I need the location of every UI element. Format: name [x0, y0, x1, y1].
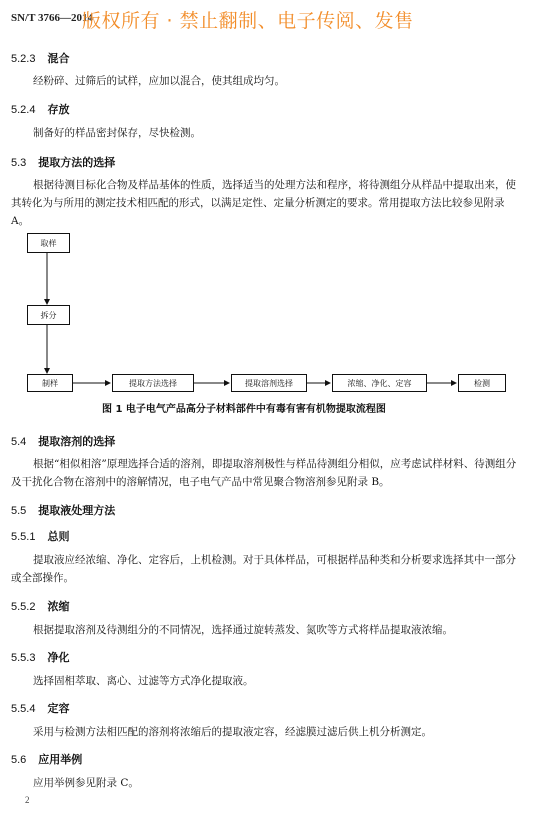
section-number: 5.5.1	[11, 531, 36, 543]
flow-box-solvent-selection: 提取溶剂选择	[231, 374, 307, 392]
section-heading-5-2-4	[11, 101, 69, 117]
figure-caption: 图 1 电子电气产品高分子材料部件中有毒有害有机物提取流程图	[102, 404, 386, 415]
section-number: 5.5.2	[11, 601, 36, 613]
section-heading-5-4	[11, 433, 115, 449]
flow-box-sampling: 取样	[27, 233, 70, 253]
extraction-flowchart	[0, 228, 535, 398]
flowchart-connectors	[0, 228, 535, 398]
paragraph-5-5-1: 提取液应经浓缩、净化、定容后，上机检测。对于具体样品，可根据样品种类和分析要求选择其中一部分或全部操作。	[11, 554, 516, 584]
section-heading-5-3	[11, 154, 115, 170]
section-number: 5.2.4	[11, 104, 36, 116]
section-heading-5-2-3	[11, 50, 69, 66]
section-number: 5.5.4	[11, 703, 36, 715]
paragraph-5-6: 应用举例参见附录 C。	[33, 777, 139, 789]
section-number: 5.5	[11, 505, 27, 517]
section-title: 提取液处理方法	[38, 504, 116, 517]
section-number: 5.3	[11, 157, 27, 169]
flow-box-disassembly: 拆分	[27, 305, 70, 325]
page-number: 2	[25, 795, 30, 805]
section-heading-5-5-2	[11, 598, 69, 614]
flow-box-extraction-method: 提取方法选择	[112, 374, 194, 392]
section-heading-5-5-1	[11, 528, 69, 544]
section-title: 提取溶剂的选择	[38, 435, 116, 448]
flow-box-sample-preparation: 制样	[27, 374, 73, 392]
paragraph-5-3: 根据待测目标化合物及样品基体的性质，选择适当的处理方法和程序，将待测组分从样品中提取出来，使其转化为与所用的测定技术相匹配的形式，以满足定性、定量分析测定的要求。常用提取方法比较参见附录 A。	[11, 179, 516, 227]
copyright-watermark: 版权所有 · 禁止翻制、电子传阅、发售	[82, 10, 414, 32]
section-title: 提取方法的选择	[38, 156, 116, 169]
section-number: 5.6	[11, 754, 27, 766]
standard-code: SN/T 3766—2014	[11, 12, 94, 24]
section-number: 5.2.3	[11, 53, 36, 65]
section-title: 总则	[47, 530, 70, 543]
section-heading-5-5	[11, 502, 115, 518]
flow-box-concentrate-purify: 浓缩、净化、定容	[332, 374, 427, 392]
section-title: 净化	[47, 651, 70, 664]
section-title: 混合	[47, 52, 70, 65]
paragraph-5-2-4: 制备好的样品密封保存，尽快检测。	[33, 127, 201, 139]
flow-box-detection: 检测	[458, 374, 506, 392]
paragraph-5-5-3: 选择固相萃取、离心、过滤等方式净化提取液。	[33, 675, 254, 687]
section-heading-5-5-4	[11, 700, 69, 716]
section-title: 浓缩	[47, 600, 70, 613]
section-number: 5.5.3	[11, 652, 36, 664]
paragraph-5-5-2: 根据提取溶剂及待测组分的不同情况，选择通过旋转蒸发、氮吹等方式将样品提取液浓缩。	[33, 624, 453, 636]
section-title: 定容	[47, 702, 70, 715]
section-title: 应用举例	[38, 753, 83, 766]
paragraph-5-5-4: 采用与检测方法相匹配的溶剂将浓缩后的提取液定容，经滤膜过滤后供上机分析测定。	[33, 726, 432, 738]
paragraph-5-4: 根据“相似相溶”原理选择合适的溶剂，即提取溶剂极性与样品待测组分相似，应考虑试样材料、待测组分及干扰化合物在溶剂中的溶解情况，电子电气产品中常见聚合物溶剂参见附录 B。	[11, 458, 517, 488]
section-number: 5.4	[11, 436, 27, 448]
section-heading-5-5-3	[11, 649, 69, 665]
paragraph-5-2-3: 经粉碎、过筛后的试样，应加以混合，使其组成均匀。	[33, 75, 285, 87]
section-heading-5-6	[11, 751, 82, 767]
section-title: 存放	[47, 103, 70, 116]
